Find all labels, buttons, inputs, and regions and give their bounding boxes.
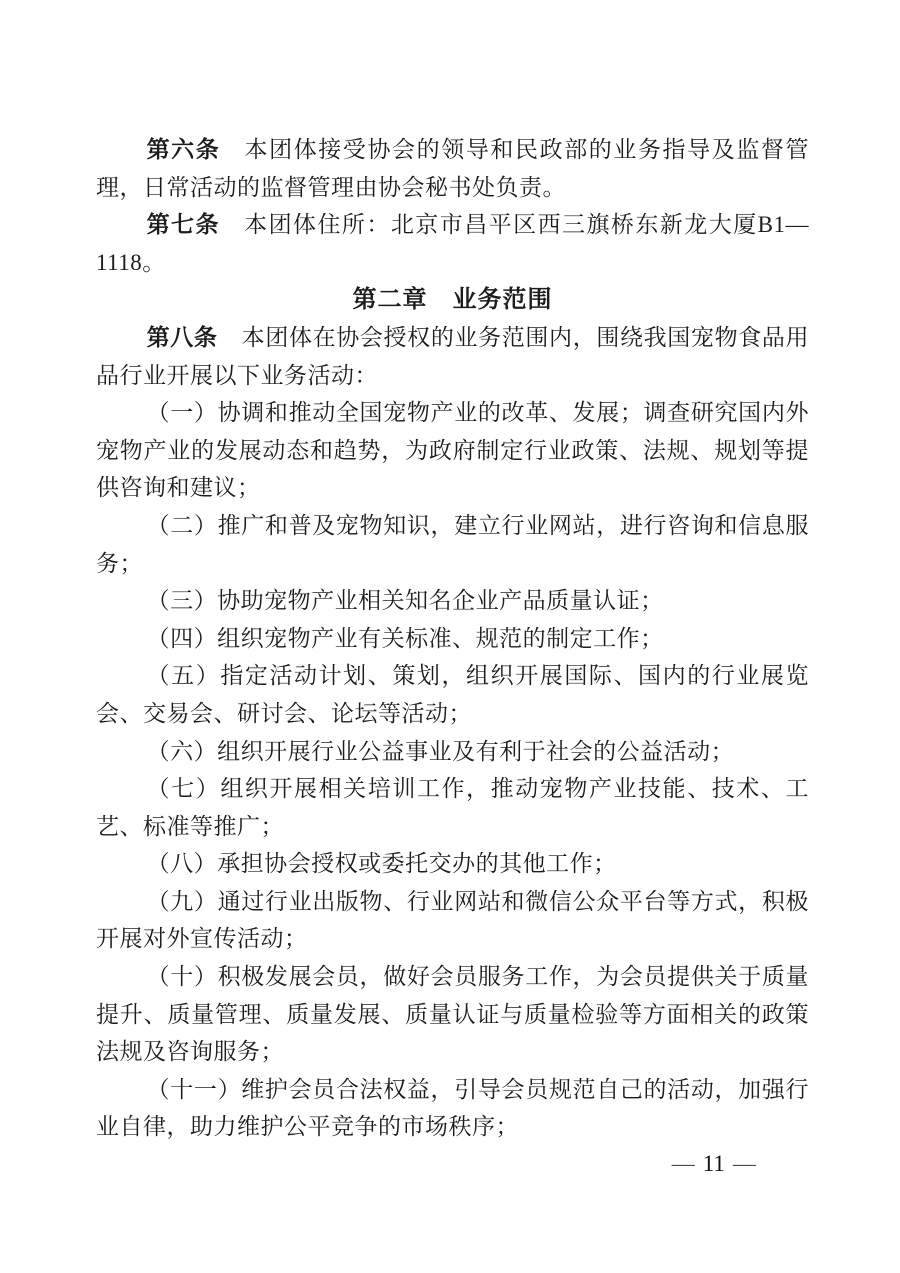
list-item-paragraph — [96, 733, 809, 771]
list-item-text: （三）协助宠物产业相关知名企业产品质量认证； — [146, 588, 664, 614]
list-item-text: （六）组织开展行业公益事业及有利于社会的公益活动； — [146, 738, 735, 764]
list-item-paragraph — [96, 770, 809, 845]
article-number-label: 第六条 — [146, 136, 221, 162]
page-number-dash-right: — — [732, 1151, 756, 1176]
list-item-text: （四）组织宠物产业有关标准、规范的制定工作； — [146, 625, 664, 651]
list-item-paragraph — [96, 507, 809, 582]
article-text: 本团体在协会授权的业务范围内，围绕我国宠物食品用品行业开展以下业务活动： — [96, 324, 810, 388]
list-item-text: （一）协调和推动全国宠物产业的改革、发展；调查研究国内外宠物产业的发展动态和趋势，为政府制定行业政策、法规、规划等提供咨询和建议； — [96, 400, 809, 501]
article-paragraph — [96, 131, 809, 206]
list-item-text: （七）组织开展相关培训工作，推动宠物产业技能、技术、工艺、标准等推广； — [96, 776, 809, 839]
article-number-label: 第八条 — [146, 323, 218, 350]
list-item-paragraph — [96, 394, 809, 507]
list-item-paragraph — [96, 958, 809, 1071]
list-item-text: （十一）维护会员合法权益，引导会员规范自己的活动，加强行业自律，助力维护公平竞争的市场秩序； — [96, 1076, 809, 1140]
page-number — [664, 1149, 764, 1179]
list-item-paragraph — [96, 845, 809, 883]
list-item-paragraph — [96, 657, 809, 732]
list-item-paragraph — [96, 620, 809, 658]
list-item-paragraph — [96, 582, 809, 620]
list-item-text: （十）积极发展会员，做好会员服务工作，为会员提供关于质量提升、质量管理、质量发展、质量认证与质量检验等方面相关的政策法规及咨询服务； — [96, 964, 809, 1065]
list-item-text: （五）指定活动计划、策划，组织开展国际、国内的行业展览会、交易会、研讨会、论坛等活动； — [96, 663, 809, 726]
article-number-label: 第七条 — [146, 211, 220, 238]
list-item-paragraph — [96, 883, 809, 958]
article-text: 本团体住所：北京市昌平区西三旗桥东新龙大厦B1—1118。 — [96, 212, 810, 275]
page-number-dash-left: — — [671, 1151, 695, 1176]
article-paragraph — [96, 319, 809, 394]
page-number-value: 11 — [702, 1151, 725, 1176]
list-item-text: （二）推广和普及宠物知识，建立行业网站，进行咨询和信息服务； — [96, 512, 809, 576]
list-item-text: （九）通过行业出版物、行业网站和微信公众平台等方式，积极开展对外宣传活动； — [96, 888, 809, 952]
document-body — [96, 131, 809, 1146]
article-text: 本团体接受协会的领导和民政部的业务指导及监督管理，日常活动的监督管理由协会秘书处负责。 — [96, 137, 810, 200]
list-item-paragraph — [96, 1071, 809, 1146]
article-paragraph — [96, 206, 809, 281]
chapter-heading: 第二章 业务范围 — [352, 286, 553, 314]
list-item-text: （八）承担协会授权或委托交办的其他工作； — [146, 851, 617, 877]
